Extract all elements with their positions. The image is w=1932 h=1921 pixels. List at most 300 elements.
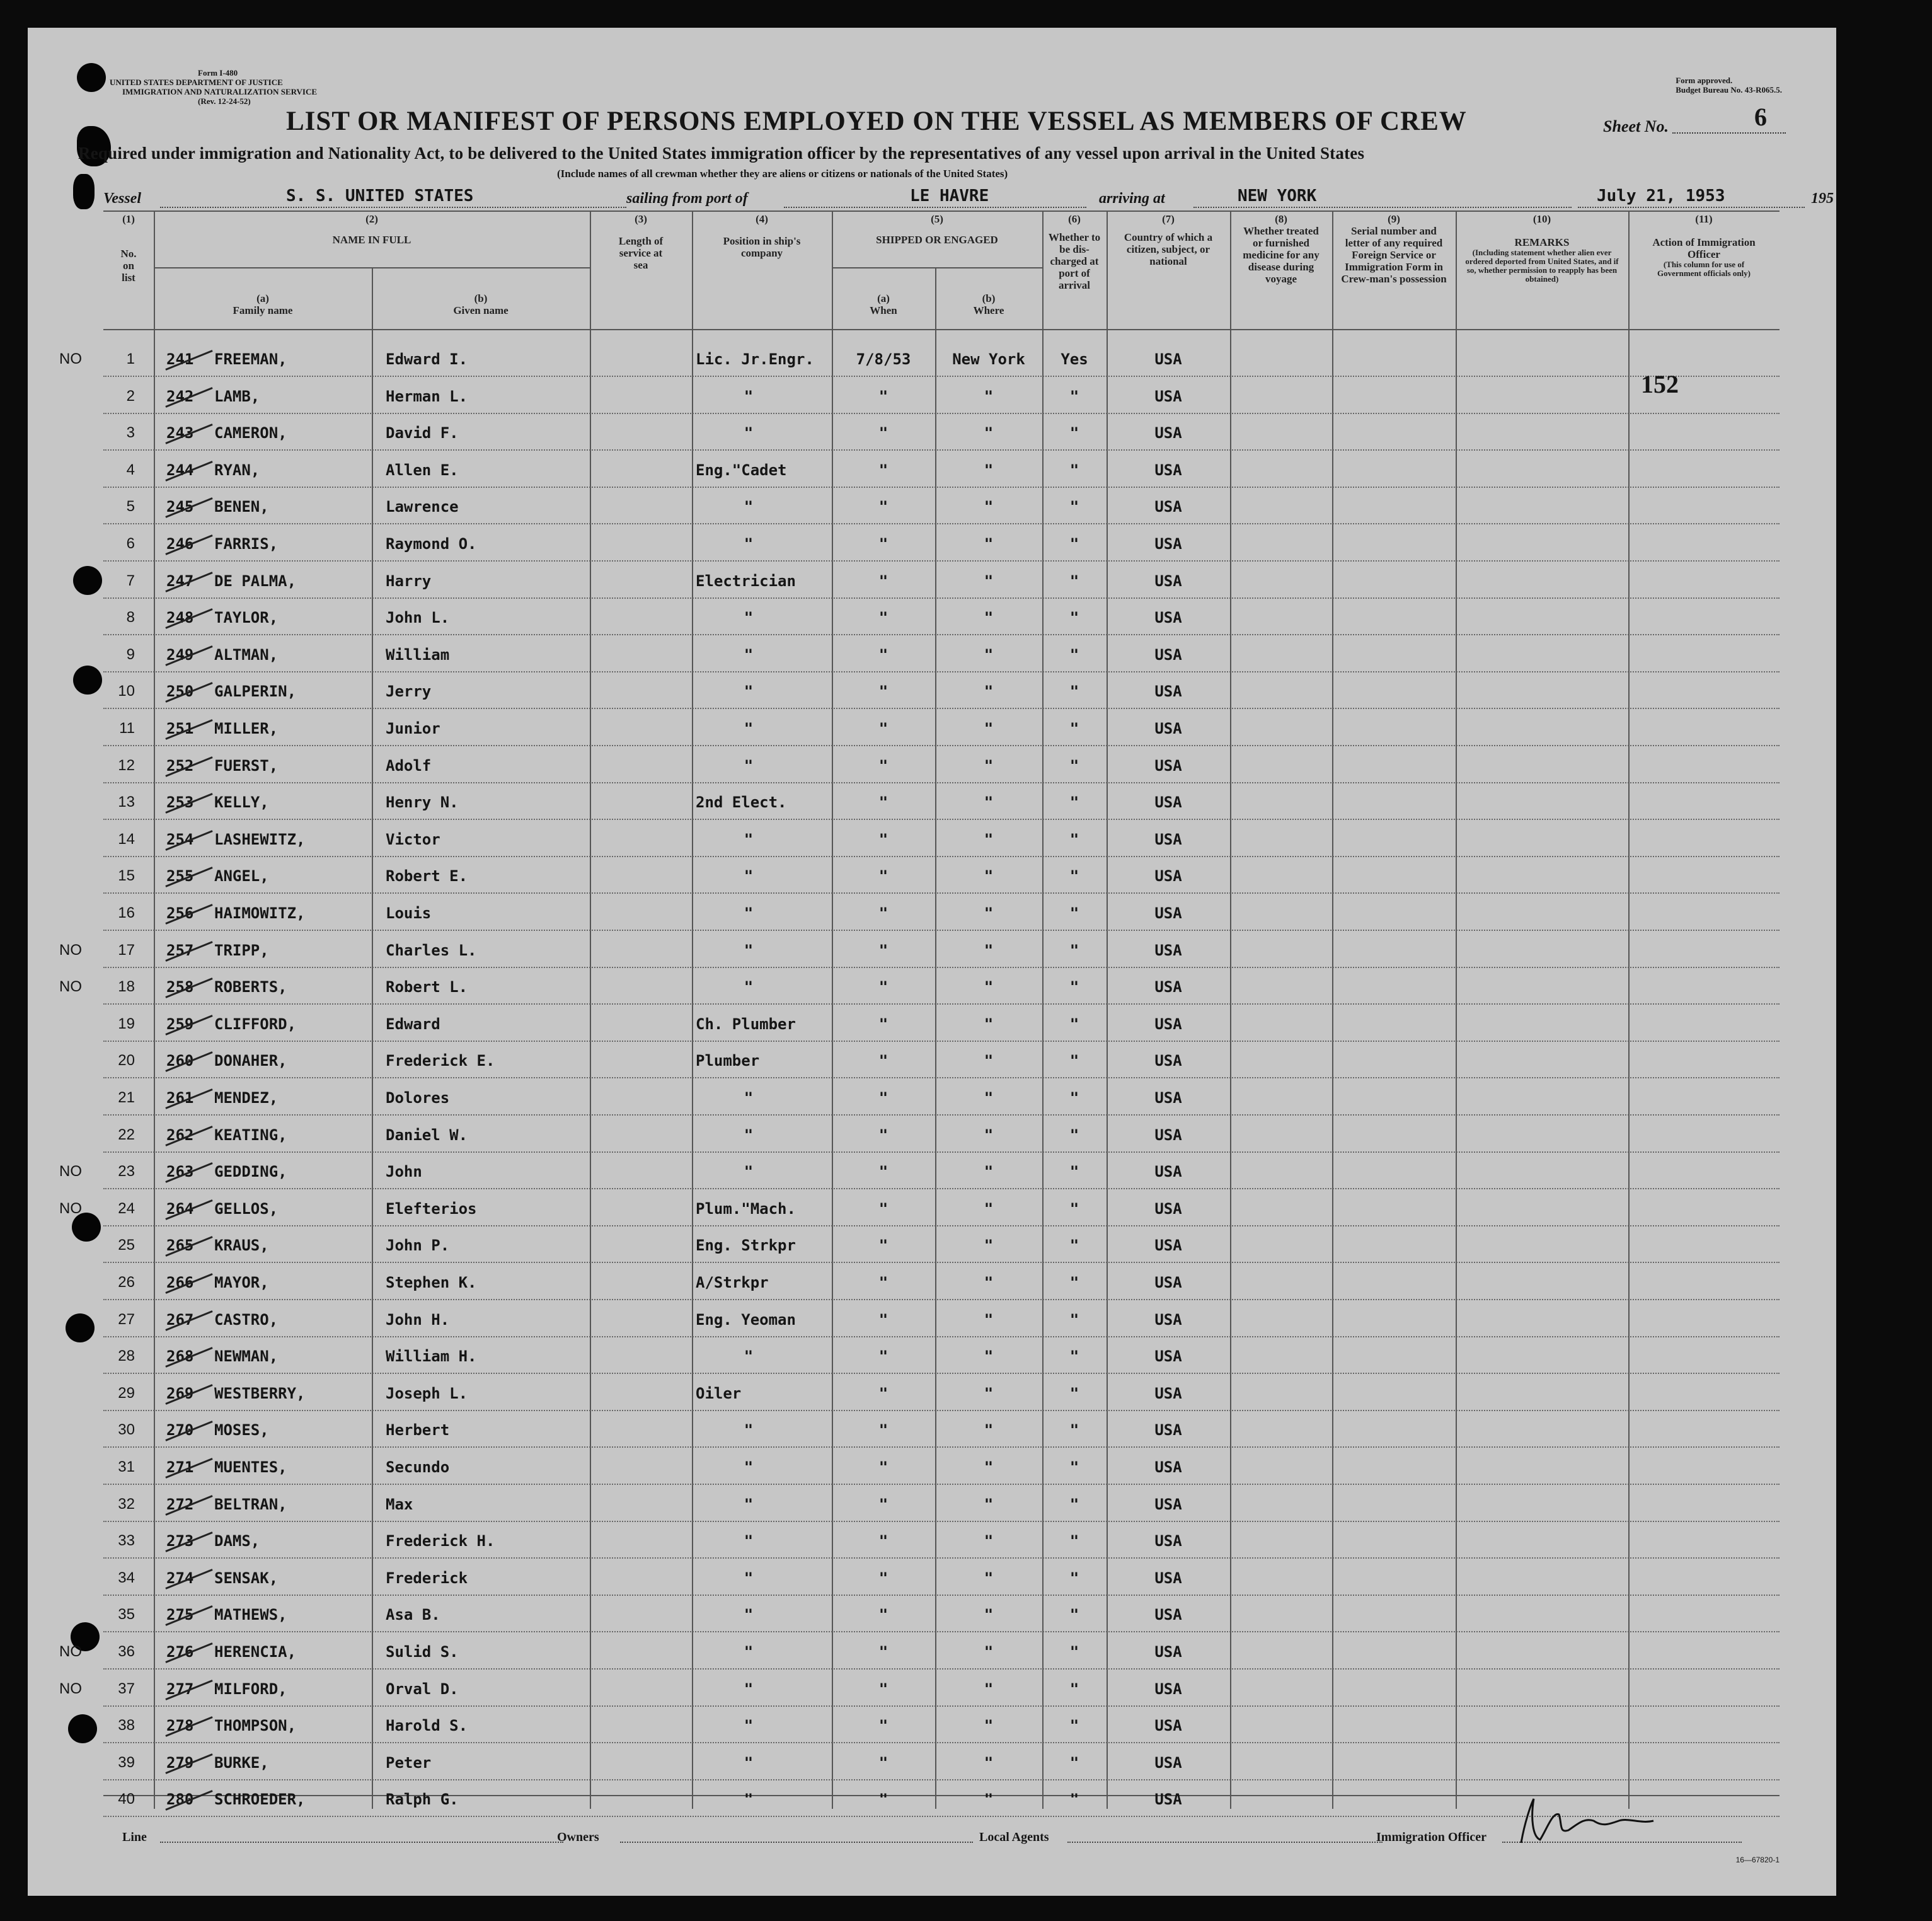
- family-name: GELLOS,: [214, 1199, 279, 1218]
- family-name: FREEMAN,: [214, 350, 287, 368]
- line-number: 22: [118, 1126, 135, 1143]
- table-row: [103, 1226, 1780, 1263]
- sequence-number: 279: [166, 1753, 194, 1772]
- shipped-where: ": [984, 1310, 994, 1329]
- include-note: (Include names of all crewman whether they are aliens or citizens or nationals of the United States): [557, 168, 1008, 180]
- table-row: [103, 488, 1780, 524]
- country: USA: [1154, 683, 1182, 701]
- position: ": [744, 1089, 754, 1107]
- discharged: ": [1069, 941, 1079, 959]
- sequence-number: 274: [166, 1569, 194, 1587]
- discharged: ": [1069, 609, 1079, 627]
- given-name: John P.: [386, 1237, 450, 1255]
- country: USA: [1154, 1495, 1182, 1513]
- line-number: 33: [118, 1532, 135, 1550]
- sequence-number: 244: [166, 461, 194, 479]
- sequence-number: 265: [166, 1237, 194, 1255]
- position: ": [744, 1753, 754, 1772]
- sailing-port: LE HAVRE: [910, 187, 989, 205]
- shipped-when: ": [878, 387, 888, 405]
- given-name: Sulid S.: [386, 1643, 459, 1661]
- family-name: KELLY,: [214, 793, 269, 812]
- shipped-when: ": [878, 1237, 888, 1255]
- footer-agents-label: Local Agents: [979, 1830, 1049, 1844]
- line-number: 25: [118, 1237, 135, 1254]
- approval-text: Form approved.: [1676, 76, 1733, 85]
- family-name: FARRIS,: [214, 535, 279, 553]
- country: USA: [1154, 1753, 1182, 1772]
- sequence-number: 261: [166, 1089, 194, 1107]
- family-name: MILLER,: [214, 720, 279, 737]
- family-name: RYAN,: [214, 461, 260, 479]
- col6-number: (6): [1068, 213, 1081, 225]
- margin-no-mark: NO: [59, 1680, 82, 1697]
- discharged: ": [1069, 1791, 1079, 1809]
- line-number: 21: [118, 1089, 135, 1106]
- shipped-where: ": [984, 941, 994, 959]
- shipped-when: ": [878, 535, 888, 553]
- sequence-number: 263: [166, 1163, 194, 1181]
- line-number: 8: [126, 609, 135, 626]
- position: ": [744, 498, 754, 516]
- discharged: ": [1069, 424, 1079, 442]
- discharged: ": [1069, 1532, 1079, 1550]
- shipped-where: ": [984, 1680, 994, 1698]
- given-name: Max: [386, 1495, 413, 1513]
- line-number: 24: [118, 1199, 135, 1217]
- family-name: THOMPSON,: [214, 1717, 297, 1735]
- country: USA: [1154, 720, 1182, 737]
- col8-number: (8): [1275, 213, 1287, 225]
- table-row: [59, 932, 1780, 968]
- given-name: Edward: [386, 1015, 440, 1033]
- family-name: MUENTES,: [214, 1458, 287, 1476]
- position: Lic. Jr.Engr.: [696, 350, 814, 368]
- given-name: Robert L.: [386, 978, 468, 996]
- margin-no-mark: NO: [59, 1163, 82, 1180]
- shipped-where: ": [984, 1421, 994, 1439]
- crew-table: [59, 211, 1780, 1809]
- sequence-number: 256: [166, 904, 194, 922]
- line-number: 14: [118, 830, 135, 848]
- given-name: Lawrence: [386, 498, 459, 516]
- line-number: 1: [126, 350, 135, 367]
- country: USA: [1154, 424, 1182, 442]
- col11-note: (This column for use of Government officials only): [1657, 260, 1751, 278]
- table-row: [103, 783, 1780, 820]
- shipped-when: ": [878, 1458, 888, 1476]
- shipped-where: New York: [952, 350, 1025, 368]
- col9-number: (9): [1388, 213, 1400, 225]
- shipped-where: ": [984, 1569, 994, 1587]
- discharged: ": [1069, 535, 1079, 553]
- table-row: [103, 1042, 1780, 1078]
- discharged: ": [1069, 830, 1079, 848]
- arriving-port: NEW YORK: [1238, 187, 1317, 205]
- shipped-where: ": [984, 1015, 994, 1033]
- given-name: Dolores: [386, 1089, 450, 1107]
- country: USA: [1154, 461, 1182, 479]
- punch-hole: [73, 174, 95, 209]
- margin-no-mark: NO: [59, 350, 82, 367]
- family-name: MATHEWS,: [214, 1606, 287, 1624]
- shipped-where: ": [984, 793, 994, 812]
- discharged: Yes: [1061, 350, 1088, 368]
- shipped-where: ": [984, 535, 994, 553]
- table-row: [103, 1301, 1780, 1337]
- sailing-line: [784, 207, 1086, 208]
- footer-line-label: Line: [122, 1830, 147, 1844]
- line-number: 19: [118, 1015, 135, 1032]
- line-number: 23: [118, 1163, 135, 1180]
- position: ": [744, 424, 754, 442]
- shipped-where: ": [984, 1237, 994, 1255]
- sailing-label: sailing from port of: [626, 190, 748, 207]
- shipped-when: ": [878, 793, 888, 812]
- signature-footer: [91, 1818, 1786, 1855]
- shipped-when: ": [878, 756, 888, 775]
- family-name: MAYOR,: [214, 1274, 269, 1291]
- family-name: TRIPP,: [214, 941, 269, 959]
- footer-owners-rule: [620, 1842, 973, 1843]
- table-row: [103, 1596, 1780, 1632]
- shipped-when: ": [878, 1680, 888, 1698]
- discharged: ": [1069, 387, 1079, 405]
- given-name: Ralph G.: [386, 1791, 459, 1809]
- shipped-where: ": [984, 756, 994, 775]
- country: USA: [1154, 1163, 1182, 1181]
- given-name: Charles L.: [386, 941, 477, 959]
- sequence-number: 258: [166, 978, 194, 996]
- position: ": [744, 1163, 754, 1181]
- country: USA: [1154, 830, 1182, 848]
- family-name: DAMS,: [214, 1532, 260, 1550]
- sequence-number: 276: [166, 1643, 194, 1661]
- given-name: Frederick H.: [386, 1532, 495, 1550]
- given-name: Frederick: [386, 1569, 468, 1587]
- shipped-where: ": [984, 904, 994, 922]
- position: ": [744, 1717, 754, 1735]
- table-row: [103, 1411, 1780, 1448]
- col10-label: REMARKS: [1514, 236, 1570, 248]
- col4-number: (4): [756, 213, 768, 225]
- position: ": [744, 609, 754, 627]
- position: ": [744, 387, 754, 405]
- given-name: Allen E.: [386, 461, 459, 479]
- country: USA: [1154, 904, 1182, 922]
- table-row: [103, 1485, 1780, 1522]
- sequence-number: 277: [166, 1680, 194, 1698]
- discharged: ": [1069, 1606, 1079, 1624]
- country: USA: [1154, 1015, 1182, 1033]
- position: Ch. Plumber: [696, 1015, 796, 1033]
- table-row: [103, 1337, 1780, 1374]
- given-name: Harold S.: [386, 1717, 468, 1735]
- line-number: 35: [118, 1606, 135, 1624]
- given-name: Jerry: [386, 683, 432, 701]
- col5a-letter: (a): [877, 292, 890, 304]
- shipped-where: ": [984, 1199, 994, 1218]
- sequence-number: 272: [166, 1495, 194, 1513]
- family-name: WESTBERRY,: [214, 1384, 306, 1402]
- col2a-label: Family name: [233, 304, 293, 316]
- line-number: 30: [118, 1421, 135, 1439]
- discharged: ": [1069, 1680, 1079, 1698]
- country: USA: [1154, 350, 1182, 368]
- table-row: [59, 1670, 1780, 1707]
- sequence-number: 254: [166, 830, 194, 848]
- col3-header: [590, 213, 692, 271]
- line-number: 27: [118, 1310, 135, 1328]
- date-line: [1578, 207, 1805, 208]
- footer-agents-rule: [1067, 1842, 1383, 1843]
- shipped-where: ": [984, 572, 994, 590]
- discharged: ": [1069, 1495, 1079, 1513]
- discharged: ": [1069, 793, 1079, 812]
- given-name: Joseph L.: [386, 1384, 468, 1402]
- shipped-when: ": [878, 1310, 888, 1329]
- shipped-where: ": [984, 609, 994, 627]
- shipped-where: ": [984, 1163, 994, 1181]
- shipped-where: ": [984, 1532, 994, 1550]
- given-name: Daniel W.: [386, 1126, 468, 1144]
- col5-label: SHIPPED OR ENGAGED: [876, 234, 998, 246]
- family-name: CLIFFORD,: [214, 1015, 297, 1033]
- discharged: ": [1069, 867, 1079, 886]
- line-number: 3: [126, 424, 135, 442]
- shipped-when: ": [878, 1347, 888, 1366]
- country: USA: [1154, 756, 1182, 775]
- service-name: IMMIGRATION AND NATURALIZATION SERVICE: [122, 87, 318, 96]
- discharged: ": [1069, 1015, 1079, 1033]
- col2a-letter: (a): [256, 292, 269, 304]
- country: USA: [1154, 1532, 1182, 1550]
- shipped-when: ": [878, 867, 888, 886]
- table-row: [103, 1744, 1780, 1780]
- col5-header: [832, 213, 1042, 246]
- punch-hole: [66, 1313, 95, 1342]
- col8-header: [1230, 213, 1332, 285]
- sequence-number: 257: [166, 941, 194, 959]
- line-number: 20: [118, 1052, 135, 1070]
- arrival-date: July 21, 1953: [1597, 187, 1725, 205]
- given-name: William H.: [386, 1347, 477, 1366]
- table-row: [59, 968, 1780, 1005]
- family-name: DE PALMA,: [214, 572, 297, 590]
- vessel-name: S. S. UNITED STATES: [286, 187, 474, 205]
- table-row: [103, 636, 1780, 672]
- line-number: 12: [118, 756, 135, 774]
- given-name: Asa B.: [386, 1606, 440, 1624]
- shipped-where: ": [984, 1052, 994, 1070]
- country: USA: [1154, 1089, 1182, 1107]
- family-name: CASTRO,: [214, 1310, 279, 1329]
- country: USA: [1154, 1347, 1182, 1366]
- family-name: KEATING,: [214, 1126, 287, 1144]
- line-number: 32: [118, 1495, 135, 1513]
- shipped-when: ": [878, 1532, 888, 1550]
- col9-label: Serial number and letter of any required Foreign Service or Immigration Form in Crew-man's possession: [1341, 225, 1447, 285]
- position: ": [744, 720, 754, 737]
- col11-header: [1628, 213, 1780, 278]
- family-name: DONAHER,: [214, 1052, 287, 1070]
- form-number: Form I-480: [198, 68, 238, 78]
- line-number: 16: [118, 904, 135, 921]
- shipped-where: ": [984, 1791, 994, 1809]
- col7-header: [1107, 213, 1230, 267]
- line-number: 5: [126, 498, 135, 516]
- line-number: 6: [126, 535, 135, 552]
- budget-number: Budget Bureau No. 43-R065.5.: [1676, 85, 1782, 95]
- table-row: [59, 1153, 1780, 1189]
- shipped-when: ": [878, 1015, 888, 1033]
- arriving-line: [1193, 207, 1572, 208]
- line-number: 40: [118, 1791, 135, 1808]
- sequence-number: 260: [166, 1052, 194, 1070]
- sequence-number: 248: [166, 609, 194, 627]
- col3-number: (3): [635, 213, 647, 225]
- shipped-when: ": [878, 572, 888, 590]
- budget-approval-block: [1676, 76, 1782, 95]
- family-name: TAYLOR,: [214, 609, 279, 627]
- col10-header: [1456, 213, 1628, 284]
- country: USA: [1154, 1791, 1182, 1809]
- shipped-where: ": [984, 645, 994, 664]
- shipped-where: ": [984, 1753, 994, 1772]
- shipped-where: ": [984, 424, 994, 442]
- shipped-when: ": [878, 424, 888, 442]
- discharged: ": [1069, 1089, 1079, 1107]
- line-number: 34: [118, 1569, 135, 1586]
- shipped-where: ": [984, 867, 994, 886]
- position: Plumber: [696, 1052, 760, 1070]
- discharged: ": [1069, 645, 1079, 664]
- discharged: ": [1069, 1458, 1079, 1476]
- shipped-where: ": [984, 720, 994, 737]
- country: USA: [1154, 1310, 1182, 1329]
- officer-signature: [1509, 1786, 1672, 1849]
- shipped-when: ": [878, 1753, 888, 1772]
- position: ": [744, 1458, 754, 1476]
- line-number: 28: [118, 1347, 135, 1365]
- line-number: 17: [118, 941, 135, 959]
- shipped-where: ": [984, 461, 994, 479]
- given-name: Orval D.: [386, 1680, 459, 1698]
- shipped-where: ": [984, 683, 994, 701]
- sequence-number: 266: [166, 1274, 194, 1291]
- col11-number: (11): [1695, 213, 1713, 225]
- col7-number: (7): [1162, 213, 1175, 225]
- country: USA: [1154, 1384, 1182, 1402]
- shipped-where: ": [984, 1347, 994, 1366]
- table-row: [103, 672, 1780, 709]
- sequence-number: 270: [166, 1421, 194, 1439]
- line-number: 18: [118, 978, 135, 996]
- shipped-when: ": [878, 720, 888, 737]
- sequence-number: 245: [166, 498, 194, 516]
- table-row: [103, 378, 1780, 414]
- line-number: 4: [126, 461, 135, 478]
- discharged: ": [1069, 461, 1079, 479]
- footer-line-rule: [160, 1842, 563, 1843]
- discharged: ": [1069, 1753, 1079, 1772]
- shipped-when: ": [878, 1606, 888, 1624]
- shipped-when: ": [878, 1569, 888, 1587]
- position: ": [744, 1569, 754, 1587]
- position: ": [744, 1532, 754, 1550]
- table-row: [103, 562, 1780, 599]
- table-row: [103, 1375, 1780, 1411]
- given-name: John H.: [386, 1310, 450, 1329]
- shipped-where: ": [984, 1717, 994, 1735]
- margin-no-mark: NO: [59, 1199, 82, 1217]
- family-name: SCHROEDER,: [214, 1791, 306, 1809]
- col1-header: [103, 213, 154, 284]
- col4-header: [692, 213, 832, 259]
- sequence-number: 251: [166, 720, 194, 737]
- discharged: ": [1069, 1421, 1079, 1439]
- country: USA: [1154, 1199, 1182, 1218]
- given-name: Edward I.: [386, 350, 468, 368]
- shipped-when: ": [878, 1643, 888, 1661]
- given-name: Herbert: [386, 1421, 450, 1439]
- discharged: ": [1069, 756, 1079, 775]
- table-row: [59, 1190, 1780, 1226]
- given-name: John: [386, 1163, 422, 1181]
- family-name: MENDEZ,: [214, 1089, 279, 1107]
- family-name: NEWMAN,: [214, 1347, 279, 1366]
- sequence-number: 275: [166, 1606, 194, 1624]
- discharged: ": [1069, 1126, 1079, 1144]
- position: ": [744, 645, 754, 664]
- manifest-page: [28, 28, 1836, 1896]
- shipped-when: ": [878, 461, 888, 479]
- table-row: [103, 1448, 1780, 1485]
- country: USA: [1154, 498, 1182, 516]
- col10-note: (Including statement whether alien ever ordered deported from United States, and if so, whether permission to reapply has been obtained): [1465, 248, 1619, 284]
- shipped-where: ": [984, 1643, 994, 1661]
- table-row: [59, 1633, 1780, 1670]
- sequence-number: 247: [166, 572, 194, 590]
- shipped-when: ": [878, 1199, 888, 1218]
- footer-officer-label: Immigration Officer: [1376, 1830, 1486, 1844]
- revision-date: (Rev. 12-24-52): [198, 96, 251, 106]
- shipped-where: ": [984, 1606, 994, 1624]
- given-name: Stephen K.: [386, 1274, 477, 1291]
- family-name: MILFORD,: [214, 1680, 287, 1698]
- given-name: Harry: [386, 572, 432, 590]
- position: ": [744, 1347, 754, 1366]
- position: Oiler: [696, 1384, 742, 1402]
- shipped-where: ": [984, 830, 994, 848]
- country: USA: [1154, 1717, 1182, 1735]
- vessel-line: [160, 207, 626, 208]
- col5a-header: [832, 292, 935, 316]
- country: USA: [1154, 1680, 1182, 1698]
- col5a-label: When: [870, 304, 897, 316]
- table-row: [103, 1522, 1780, 1559]
- position: ": [744, 1126, 754, 1144]
- line-number: 15: [118, 867, 135, 885]
- discharged: ": [1069, 978, 1079, 996]
- family-name: ANGEL,: [214, 867, 269, 886]
- form-identity-block: [110, 68, 317, 106]
- sequence-number: 259: [166, 1015, 194, 1033]
- family-name: GEDDING,: [214, 1163, 287, 1181]
- position: ": [744, 830, 754, 848]
- line-number: 39: [118, 1753, 135, 1771]
- col11-label: Action of Immigration Officer: [1652, 236, 1756, 260]
